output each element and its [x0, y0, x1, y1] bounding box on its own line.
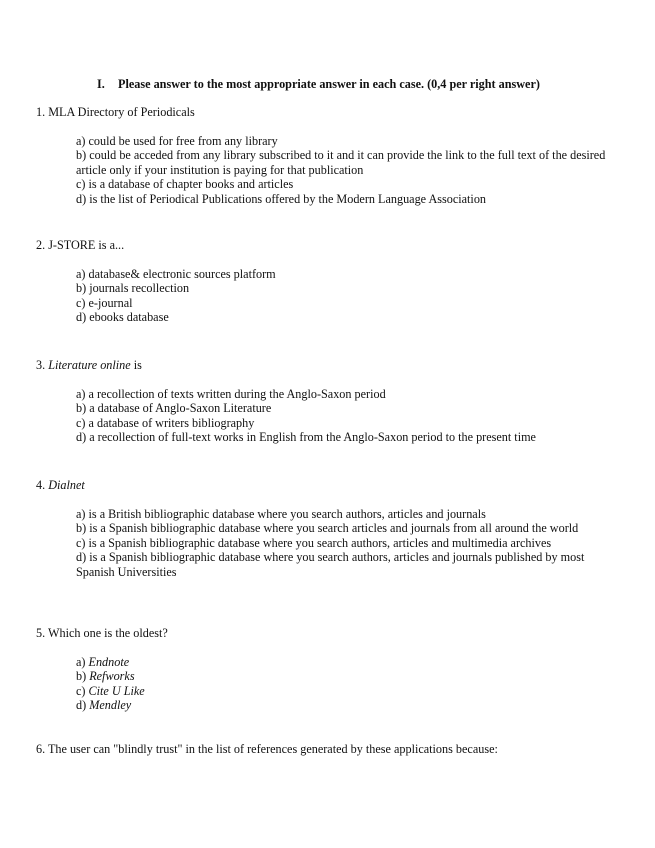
- option-a: [76, 655, 616, 670]
- option-a: a) database& electronic sources platform: [76, 266, 276, 281]
- option-d: [76, 698, 616, 713]
- question-3: [36, 358, 616, 445]
- option-app-name: Endnote: [88, 654, 130, 669]
- option-b: [76, 669, 616, 684]
- question-2-title: [36, 238, 616, 253]
- section-instructions: Please answer to the most appropriate answer in each case. (0,4 per right answer): [118, 77, 540, 91]
- question-3-resource-name: Literature online: [48, 358, 131, 372]
- option-label: a): [76, 654, 89, 669]
- option-c: c) is a database of chapter books and articles: [76, 177, 294, 192]
- question-1-text: MLA Directory of Periodicals: [48, 105, 195, 119]
- option-b: b) could be acceded from any library subscribed to it and it can provide the link to the full text of the desired article only if your institution is paying for that publication: [76, 148, 606, 177]
- question-1-title: [36, 105, 616, 120]
- question-4-resource-name: Dialnet: [48, 478, 85, 492]
- question-1-options: [36, 134, 616, 207]
- question-1: [36, 105, 616, 207]
- option-app-name: Mendley: [89, 698, 132, 713]
- option-d: d) a recollection of full-text works in English from the Anglo-Saxon period to the present time: [76, 430, 536, 445]
- question-3-number: 3.: [36, 358, 49, 372]
- option-c: c) e-journal: [76, 295, 133, 310]
- option-a: a) could be used for free from any library: [76, 133, 278, 148]
- question-6-title: [36, 742, 616, 757]
- question-1-number: 1.: [36, 105, 49, 119]
- option-d: d) ebooks database: [76, 310, 169, 325]
- question-3-options: [36, 387, 616, 445]
- option-d: d) is the list of Periodical Publications offered by the Modern Language Association: [76, 191, 487, 206]
- option-label: c): [76, 683, 89, 698]
- question-4: [36, 478, 616, 580]
- question-2-number: 2.: [36, 238, 49, 252]
- option-b: b) is a Spanish bibliographic database where you search articles and journals from all around the world: [76, 521, 579, 536]
- question-4-options: [36, 507, 616, 580]
- option-d: d) is a Spanish bibliographic database where you search authors, articles and journals published by most Spanish Universities: [76, 550, 585, 579]
- option-app-name: Refworks: [89, 669, 135, 684]
- option-c: c) a database of writers bibliography: [76, 415, 255, 430]
- question-5-title: [36, 626, 616, 641]
- section-heading: [97, 77, 617, 92]
- question-5-number: 5.: [36, 626, 48, 640]
- question-2-options: [36, 267, 616, 325]
- option-a: a) a recollection of texts written during the Anglo-Saxon period: [76, 386, 386, 401]
- question-2: [36, 238, 616, 325]
- option-app-name: Cite U Like: [88, 683, 145, 698]
- question-5-text: Which one is the oldest?: [47, 626, 168, 640]
- question-3-text: is: [130, 358, 142, 372]
- question-3-title: [36, 358, 616, 373]
- question-4-number: 4.: [36, 478, 49, 492]
- option-label: d): [76, 698, 90, 713]
- question-5: [36, 626, 616, 713]
- option-a: a) is a British bibliographic database where you search authors, articles and journals: [76, 506, 486, 521]
- question-6: [36, 742, 616, 771]
- question-2-text: J-STORE is a...: [48, 238, 125, 252]
- option-b: b) journals recollection: [76, 281, 190, 296]
- section-number: I.: [97, 77, 105, 91]
- question-4-title: [36, 478, 616, 493]
- option-b: b) a database of Anglo-Saxon Literature: [76, 401, 272, 416]
- question-6-text: The user can "blindly trust" in the list of references generated by these applications because:: [47, 742, 498, 756]
- option-label: b): [76, 669, 90, 684]
- option-c: c) is a Spanish bibliographic database where you search authors, articles and multimedia archives: [76, 535, 552, 550]
- question-6-number: 6.: [36, 742, 48, 756]
- question-5-options: [36, 655, 616, 713]
- option-c: [76, 684, 616, 699]
